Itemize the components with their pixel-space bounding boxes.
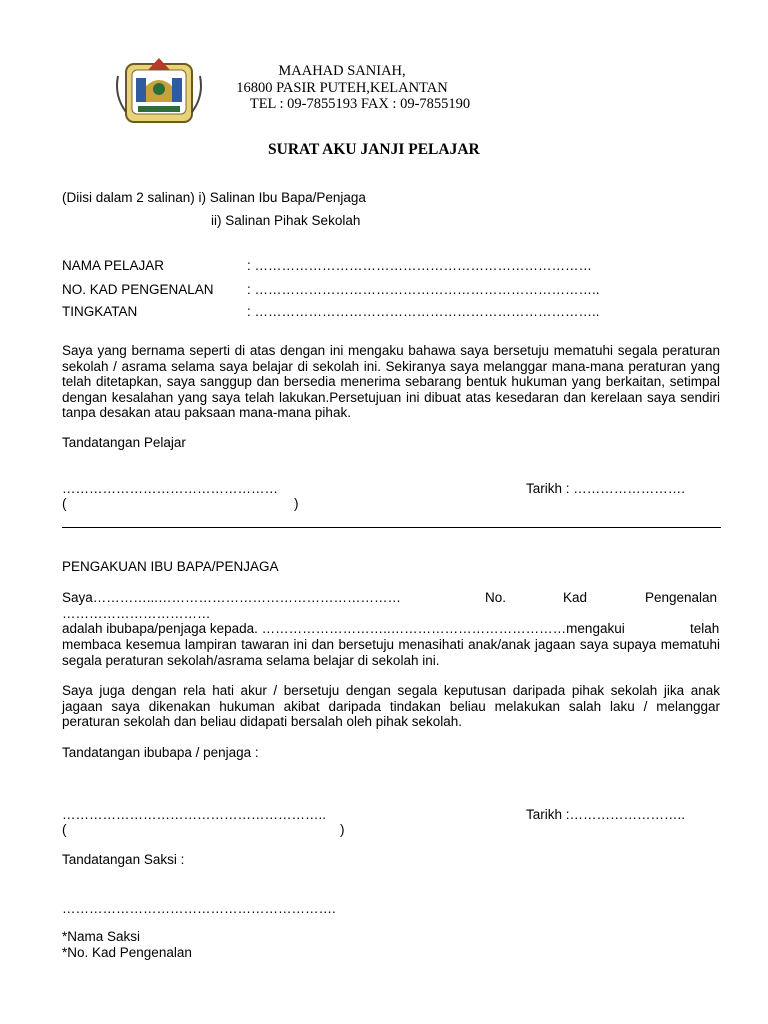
witness-signature-label: Tandatangan Saksi : [62,852,185,867]
ic-number-label: NO. KAD PENGENALAN [62,282,214,297]
no-word: No. [485,590,507,605]
parent-declaration-line-1-end: telah [690,621,720,636]
copies-line-2: ii) Salinan Pihak Sekolah [211,213,361,228]
parent-declaration-paragraph: membaca kesemua lampiran tawaran ini dan bersetuju menasihati anak/anak jagaan saya supaya mematuhi segala peraturan sekolah/asrama selama belajar di sekolah ini. [62,637,720,668]
form-level-field[interactable]: : ………………………………………………………………….. [247,304,600,319]
student-name-open-paren: ( [62,496,67,511]
pledge-paragraph: Saya yang bernama seperti di atas dengan ini mengaku bahawa saya bersetuju mematuhi segala peraturan sekolah / asrama selama saya belajar di sekolah ini. Sekiranya saya melanggar mana-mana peraturan yang telah ditetapkan, saya sanggup dan bersedia menerima sebarang bentuk hukuman yang berkaitan, setimpal dengan kesalahan yang saya telah lakukan.Persetujuan ini dibuat atas kesedaran dan kerelaan saya sendiri tanpa desakan atau paksaan mana-mana pihak. [62,343,720,420]
form-level-label: TINGKATAN [62,304,138,319]
witness-signature-line[interactable]: ……………………………………………………. [62,901,336,916]
pengenalan-word: Pengenalan [645,590,718,605]
student-name-close-paren: ) [294,496,299,511]
parent-consent-paragraph: Saya juga dengan rela hati akur / bersetuju dengan segala keputusan daripada pihak sekolah jika anak jagaan saya dikenakan hukuman akibat daripada tindakan beliau melakukan salah laku / melanggar peraturan sekolah dan beliau didapati bersalah oleh pihak sekolah. [62,683,720,729]
parent-date-field[interactable]: Tarikh :…………………….. [526,807,686,822]
school-crest-logo [112,56,206,128]
student-signature-line[interactable]: ………………………………………… [62,481,278,496]
parent-signature-label: Tandatangan ibubapa / penjaga : [62,745,259,760]
parent-name-line[interactable]: Saya…………...……………………………………………… [62,590,402,605]
parent-signature-line[interactable]: ………………………………………………….. [62,807,327,822]
section-divider [62,527,721,528]
parent-name-close-paren: ) [340,822,345,837]
parent-section-heading: PENGAKUAN IBU BAPA/PENJAGA [62,559,279,574]
ic-number-field[interactable]: : ………………………………………………………………….. [247,282,600,297]
student-date-field[interactable]: Tarikh : ……………………. [526,481,686,496]
witness-ic-note: *No. Kad Pengenalan [62,945,192,960]
student-name-field[interactable]: : ………………………………………………………………… [247,258,593,273]
parent-name-open-paren: ( [62,822,67,837]
copies-line-1: (Diisi dalam 2 salinan) i) Salinan Ibu Bapa/Penjaga [62,190,366,205]
student-signature-label: Tandatangan Pelajar [62,435,186,450]
student-name-label: NAMA PELAJAR [62,258,165,273]
school-address: 16800 PASIR PUTEH,KELANTAN [236,80,448,96]
kad-word: Kad [563,590,588,605]
document-title: SURAT AKU JANJI PELAJAR [268,141,480,158]
parent-declaration-line-1: adalah ibubapa/penjaga kepada. ………………………..…………………………………mengakui [62,621,625,636]
parent-ic-field[interactable]: …………………………… [62,606,211,621]
witness-name-note: *Nama Saksi [62,929,141,944]
school-name: MAAHAD SANIAH, [278,63,406,79]
school-contact: TEL : 09-7855193 FAX : 09-7855190 [249,96,471,112]
